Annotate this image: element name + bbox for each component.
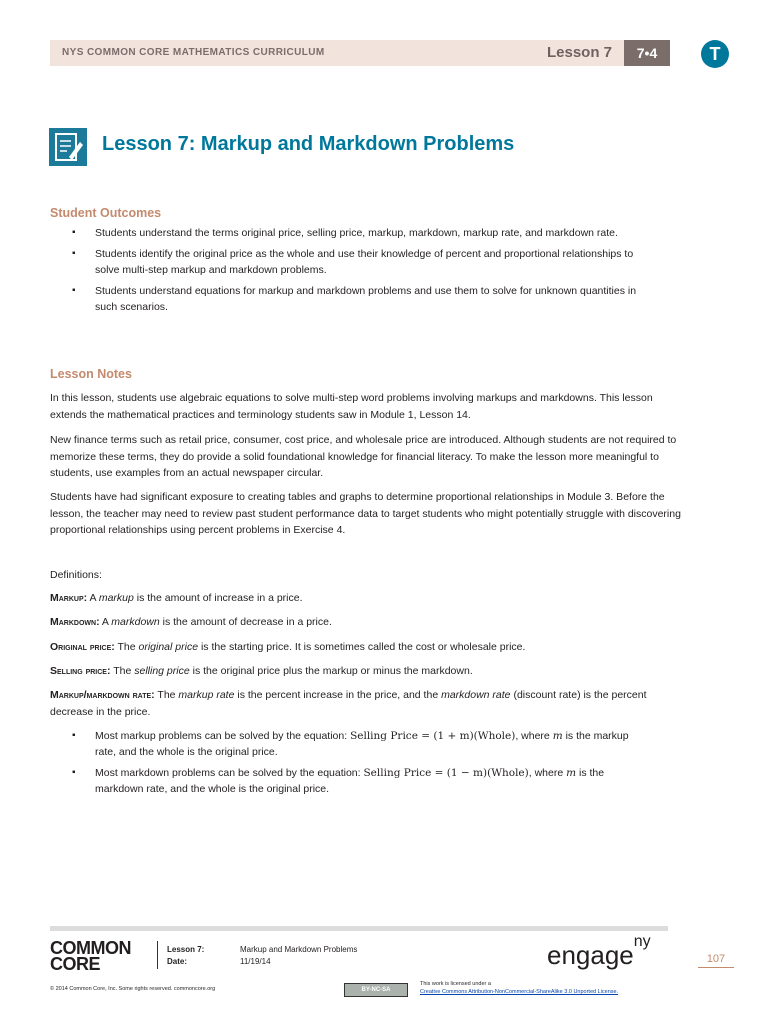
header-lesson: Lesson 7 <box>546 44 612 61</box>
engageny-logo: engage$^{ny}$ <box>547 933 651 970</box>
definition-selling-price: Selling price: The selling price is the original price plus the markup or minus the markdown. <box>50 665 473 677</box>
term: Markup: <box>50 592 88 604</box>
page-number: 107 <box>698 953 734 968</box>
cc-license-icon: BY-NC-SA <box>344 983 408 997</box>
equation-item: ▪ Most markup problems can be solved by the equation: Selling Price = (1 + m)(Whole), where m is the markup rate, and the whole is the original price. <box>72 728 652 760</box>
definition-original-price: Original price: The original price is the starting price. It is sometimes called the cost or wholesale price. <box>50 641 526 653</box>
outcomes-list <box>72 225 652 320</box>
outcome-item: ▪ Students understand equations for markup and markdown problems and use them to solve for unknown quantities in such scenarios. <box>72 283 652 315</box>
footer-values: Markup and Markdown Problems 11/19/14 <box>240 945 358 966</box>
common-core-logo: COMMON CORE <box>50 938 131 974</box>
definition-markup: Markup: A markup is the amount of increase in a price. <box>50 592 303 604</box>
term: Markdown: <box>50 616 100 628</box>
curriculum-label: NYS COMMON CORE MATHEMATICS CURRICULUM <box>62 47 325 58</box>
term: Selling price: <box>50 665 111 677</box>
notes-paragraph: Students have had significant exposure to creating tables and graphs to determine proportional relationships in Module 3. Before the lesson, the teacher may need to review past student performance data to target students who might potentially struggle with discovering proportional relationships using percent problems in Exercise 4. <box>50 491 681 536</box>
lesson-title: Lesson 7: Markup and Markdown Problems <box>102 133 515 155</box>
definition-rate: Markup/markdown rate: The markup rate is the percent increase in the price, and the markdown rate (discount rate) is the percent decrease in the price. <box>50 689 647 718</box>
notes-paragraph: New finance terms such as retail price, consumer, cost price, and wholesale price are introduced. Although students are not required to memorize these terms, they do provide a solid foundational knowledge for financial literacy. To make the lesson more meaningful to students, use examples from an actual newspaper circular. <box>50 434 677 479</box>
term: Markup/markdown rate: <box>50 689 155 701</box>
license-link[interactable]: Creative Commons Attribution-NonCommercial-ShareAlike 3.0 Unported License. <box>420 989 619 995</box>
equation-item: ▪ Most markdown problems can be solved by the equation: Selling Price = (1 − m)(Whole), where m is the markdown rate, and the whole is the original price. <box>72 765 652 797</box>
equation: Selling Price = (1 + m)(Whole) <box>350 730 516 742</box>
footer-rule <box>50 926 668 931</box>
footer-divider <box>157 941 158 969</box>
header-module: 7•4 <box>624 40 670 66</box>
notebook-pencil-icon <box>49 128 87 166</box>
definitions-label: Definitions: <box>50 569 102 581</box>
notes-paragraph: In this lesson, students use algebraic equations to solve multi-step word problems involving markups and markdowns. This lesson extends the mathematical practices and terminology students saw in Module 1, Lesson 14. <box>50 392 653 421</box>
outcome-item: ▪ Students identify the original price as the whole and use their knowledge of percent and proportional relationships to solve multi-step markup and markdown problems. <box>72 246 652 278</box>
definition-markdown: Markdown: A markdown is the amount of decrease in a price. <box>50 616 332 628</box>
license-text: This work is licensed under a Creative Commons Attribution-NonCommercial-ShareAlike 3.0 Unported License. <box>420 981 619 995</box>
copyright-text: © 2014 Common Core, Inc. Some rights reserved. commoncore.org <box>50 986 216 992</box>
header-bar <box>50 40 670 66</box>
notes-heading: Lesson Notes <box>50 367 132 381</box>
term: Original price: <box>50 641 115 653</box>
outcomes-heading: Student Outcomes <box>50 206 162 220</box>
footer-labels: Lesson 7: Date: <box>167 945 205 966</box>
teacher-badge: T <box>701 40 729 68</box>
equation: Selling Price = (1 − m)(Whole) <box>363 767 529 779</box>
equation-list <box>72 728 652 802</box>
outcome-item: ▪ Students understand the terms original price, selling price, markup, markdown, markup rate, and markdown rate. <box>72 225 652 241</box>
